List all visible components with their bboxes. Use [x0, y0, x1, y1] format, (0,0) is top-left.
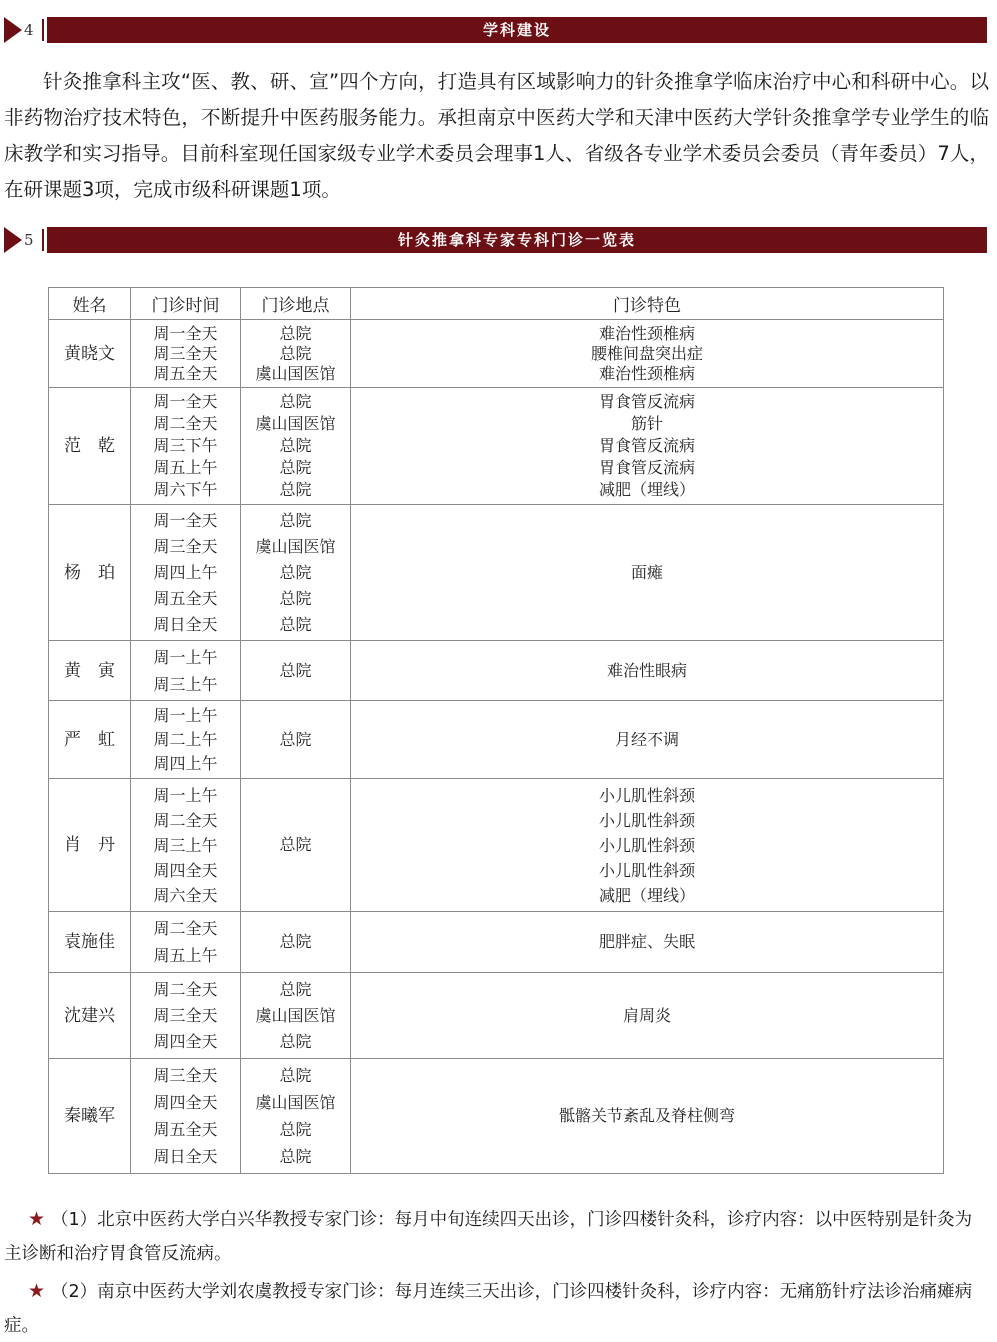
cell-place-line: 总院: [279, 458, 312, 477]
cell-place-line: 总院: [279, 835, 312, 854]
table-row: [49, 779, 944, 912]
note-2: [4, 1274, 989, 1342]
cell-time: [131, 912, 241, 973]
cell-place: [241, 320, 351, 388]
cell-place-line: 总院: [279, 480, 312, 499]
table-row: [49, 641, 944, 701]
header-time: 门诊时间: [131, 288, 241, 320]
cell-specialty-line: 难治性眼病: [606, 660, 687, 680]
cell-place-line: 虞山国医馆: [255, 363, 336, 383]
cell-time-line: 周三上午: [153, 835, 218, 855]
header-place: 门诊地点: [241, 288, 351, 320]
intro-paragraph: 针灸推拿科主攻“医、教、研、宣”四个方向，打造具有区域影响力的针灸推拿学临床治疗中心和科研中心。以非药物治疗技术特色，不断提升中医药服务能力。承担南京中医药大学和天津中医药大学针灸推拿学专业学生的临床教学和实习指导。目前科室现任国家级专业学术委员会理事1人、省级各专业学术委员会委员（青年委员）7人，在研课题3项，完成市级科研课题1项。: [4, 70, 989, 201]
cell-specialty-line: 小儿肌性斜颈: [598, 785, 695, 805]
cell-time-line: 周二全天: [153, 979, 218, 999]
header-triangle-icon: [4, 227, 22, 253]
section-number: 5: [24, 231, 34, 249]
cell-name: 沈建兴: [49, 973, 131, 1059]
cell-place: [241, 701, 351, 779]
cell-place-line: 总院: [279, 1066, 312, 1085]
cell-name: 黄晓文: [49, 320, 131, 388]
cell-time-line: 周一全天: [153, 510, 218, 530]
cell-place: [241, 912, 351, 973]
cell-name: 严 虹: [49, 701, 131, 779]
cell-place-line: 虞山国医馆: [255, 536, 336, 556]
cell-time-line: 周二全天: [153, 810, 218, 830]
cell-place-line: 总院: [279, 614, 312, 634]
cell-time-line: 周一全天: [153, 392, 218, 411]
cell-specialty: [351, 388, 944, 505]
cell-time: [131, 779, 241, 912]
cell-specialty: [351, 320, 944, 388]
cell-specialty-line: 腰椎间盘突出症: [590, 343, 703, 363]
note-1: [4, 1202, 989, 1271]
cell-time-line: 周三全天: [153, 343, 218, 363]
table-row: [49, 505, 944, 641]
cell-place-line: 虞山国医馆: [255, 1005, 336, 1025]
cell-place: [241, 779, 351, 912]
cell-time-line: 周二上午: [153, 729, 218, 749]
cell-time-line: 周五全天: [153, 1120, 218, 1139]
cell-place-line: 总院: [279, 323, 312, 343]
cell-name: 范 乾: [49, 388, 131, 505]
cell-time-line: 周五全天: [153, 363, 218, 383]
cell-time: [131, 388, 241, 505]
cell-time-line: 周六全天: [153, 885, 218, 905]
table-row: [49, 973, 944, 1059]
cell-place-line: 虞山国医馆: [255, 1093, 336, 1112]
section-number: 4: [24, 21, 34, 39]
cell-place-line: 总院: [279, 660, 312, 680]
header-divider: [42, 19, 44, 41]
cell-specialty-line: 小儿肌性斜颈: [598, 810, 695, 830]
cell-time: [131, 701, 241, 779]
cell-specialty: [351, 779, 944, 912]
cell-specialty-line: 肥胖症、失眠: [598, 932, 695, 951]
table-header-row: [49, 288, 944, 320]
cell-specialty: [351, 912, 944, 973]
cell-specialty: [351, 701, 944, 779]
cell-place-line: 总院: [279, 343, 312, 363]
section-title: 学科建设: [47, 17, 987, 43]
cell-time: [131, 505, 241, 641]
cell-time-line: 周四全天: [153, 1031, 218, 1051]
cell-place-line: 总院: [279, 729, 312, 749]
cell-place-line: 总院: [279, 436, 312, 455]
cell-specialty-line: 小儿肌性斜颈: [598, 835, 695, 855]
cell-time-line: 周五全天: [153, 588, 218, 608]
star-icon: ★: [28, 1208, 46, 1230]
cell-time-line: 周五上午: [153, 458, 218, 477]
cell-time-line: 周二全天: [153, 919, 218, 938]
section-header-5: [4, 227, 987, 253]
cell-time: [131, 320, 241, 388]
cell-specialty: [351, 505, 944, 641]
cell-place-line: 总院: [279, 510, 312, 530]
table-row: [49, 1059, 944, 1174]
cell-place: [241, 641, 351, 701]
cell-specialty: [351, 973, 944, 1059]
cell-time-line: 周三全天: [153, 536, 218, 556]
cell-name: 袁施佳: [49, 912, 131, 973]
table-row: [49, 701, 944, 779]
cell-specialty-line: 胃食管反流病: [598, 458, 695, 477]
cell-name: 秦曦军: [49, 1059, 131, 1174]
header-name: 姓名: [49, 288, 131, 320]
cell-specialty: [351, 641, 944, 701]
table-row: [49, 388, 944, 505]
cell-specialty: [351, 1059, 944, 1174]
header-triangle-icon: [4, 17, 22, 43]
cell-name: 黄 寅: [49, 641, 131, 701]
cell-specialty-line: 面瘫: [630, 562, 663, 582]
cell-time-line: 周五上午: [153, 946, 218, 965]
cell-time-line: 周三下午: [153, 436, 218, 455]
cell-place: [241, 505, 351, 641]
cell-specialty-line: 筋针: [630, 414, 663, 433]
cell-time-line: 周四全天: [153, 1093, 218, 1112]
header-divider: [42, 229, 44, 251]
cell-time: [131, 1059, 241, 1174]
cell-place-line: 总院: [279, 1147, 312, 1166]
table-row: [49, 912, 944, 973]
section-header-4: [4, 17, 987, 43]
clinic-schedule-table: [48, 287, 944, 1174]
cell-specialty-line: 减肥（埋线）: [598, 480, 695, 499]
star-icon: ★: [28, 1280, 46, 1302]
note-text: （2）南京中医药大学刘农虞教授专家门诊：每月连续三天出诊，门诊四楼针灸科，诊疗内容：无痛筋针疗法诊治痛瘫病症。: [4, 1282, 973, 1336]
cell-place-line: 总院: [279, 932, 312, 951]
cell-time-line: 周四上午: [153, 753, 218, 773]
cell-name: 杨 珀: [49, 505, 131, 641]
cell-place-line: 总院: [279, 562, 312, 582]
cell-place-line: 总院: [279, 1120, 312, 1139]
cell-time-line: 周日全天: [153, 1147, 218, 1166]
cell-specialty-line: 胃食管反流病: [598, 392, 695, 411]
table-row: [49, 320, 944, 388]
cell-time-line: 周日全天: [153, 614, 218, 634]
cell-specialty-line: 骶髂关节紊乱及脊柱侧弯: [558, 1106, 735, 1125]
cell-specialty-line: 减肥（埋线）: [598, 885, 695, 905]
cell-place: [241, 973, 351, 1059]
cell-time-line: 周四全天: [153, 860, 218, 880]
cell-time-line: 周一全天: [153, 323, 218, 343]
cell-specialty-line: 难治性颈椎病: [598, 363, 695, 383]
note-text: （1）北京中医药大学白兴华教授专家门诊：每月中旬连续四天出诊，门诊四楼针灸科，诊疗内容：以中医特别是针灸为主诊断和治疗胃食管反流病。: [4, 1210, 973, 1264]
cell-specialty-line: 胃食管反流病: [598, 436, 695, 455]
cell-place-line: 总院: [279, 588, 312, 608]
cell-place-line: 总院: [279, 392, 312, 411]
cell-time-line: 周一上午: [153, 785, 218, 805]
cell-time: [131, 641, 241, 701]
cell-place-line: 总院: [279, 1031, 312, 1051]
cell-name: 肖 丹: [49, 779, 131, 912]
cell-time-line: 周四上午: [153, 562, 218, 582]
cell-time-line: 周三全天: [153, 1066, 218, 1085]
section-title: 针灸推拿科专家专科门诊一览表: [47, 227, 987, 253]
cell-place-line: 虞山国医馆: [255, 414, 336, 433]
cell-time-line: 周二全天: [153, 414, 218, 433]
cell-place-line: 总院: [279, 979, 312, 999]
cell-time-line: 周三全天: [153, 1005, 218, 1025]
cell-place: [241, 1059, 351, 1174]
cell-specialty-line: 难治性颈椎病: [598, 323, 695, 343]
header-specialty: 门诊特色: [351, 288, 944, 320]
cell-place: [241, 388, 351, 505]
cell-time-line: 周六下午: [153, 480, 218, 499]
cell-specialty-line: 小儿肌性斜颈: [598, 860, 695, 880]
cell-time-line: 周三上午: [153, 674, 218, 694]
cell-specialty-line: 肩周炎: [622, 1005, 671, 1025]
cell-time-line: 周一上午: [153, 647, 218, 667]
cell-time: [131, 973, 241, 1059]
cell-specialty-line: 月经不调: [614, 729, 679, 749]
cell-time-line: 周一上午: [153, 705, 218, 725]
